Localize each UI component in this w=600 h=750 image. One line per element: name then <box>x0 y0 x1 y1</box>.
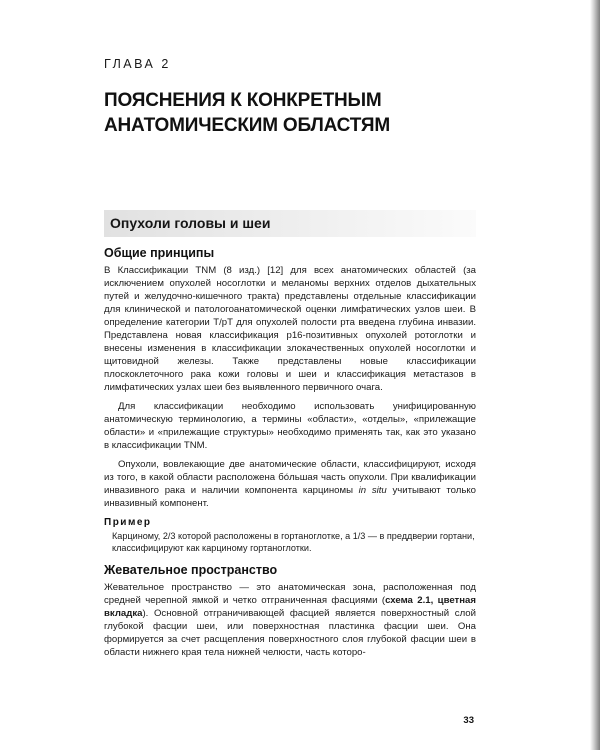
example-heading: Пример <box>104 517 152 528</box>
chapter-label: ГЛАВА 2 <box>104 57 171 71</box>
page-number: 33 <box>463 715 474 726</box>
in-situ-term: in situ <box>358 485 387 496</box>
paragraph-3-end: учитывают только инвазивный компонент. <box>104 485 476 509</box>
page-edge-shadow <box>590 0 600 750</box>
scheme-reference: схема 2.1, цветная вкладка <box>104 595 476 619</box>
chapter-title: ПОЯСНЕНИЯ К КОНКРЕТНЫМ АНАТОМИЧЕСКИМ ОБЛАСТЯМ <box>104 90 390 136</box>
paragraph-3-start: Опухоли, вовлекающие две анатомические области, классифицируют, исходя из того, в какой области расположена бóльшая часть опухоли. При квалификации инвазивного рака и наличии компонента карциномы <box>104 459 476 496</box>
masticator-text-start: Жевательное пространство — это анатомическая зона, расположенная под средней черепной ямкой и четко отграниченная фасциями ( <box>104 582 476 606</box>
masticator-space-heading: Жевательное пространство <box>104 563 278 577</box>
general-principles-heading: Общие принципы <box>104 246 215 260</box>
general-principles-paragraph-2: Для классификации необходимо использовать унифицированную анатомическую терминологию, а термины «области», «отделы», «прилежащие области» и «прилежащие структуры» необходимо применять так, как это указано в классификации TNM. <box>104 401 476 451</box>
general-principles-paragraph-1: В Классификации TNM (8 изд.) [12] для всех анатомических областей (за исключением опухолей носоглотки и меланомы верхних отделов дыхательных путей и желудочно-кишечного тракта) представлены отдельные классификации для клинической и патологоанатомической оценки лимфатических узлов шеи. В определение категории T/pT для опухолей полости рта введена глубина инвазии. Представлена новая классификация p16-позитивных опухолей ротоглотки и внесены изменения в классификации злокачественных опухолей носоглотки и щитовидной железы. Также представлены новые классификации плоскоклеточного рака кожи головы и шеи и классификация метастазов в лимфатических узлах шеи без выявленного первичного очага. <box>104 265 476 393</box>
masticator-text-end: ). Основной отграничивающей фасцией является поверхностный слой глубокой фасции шеи, или поверхностная пластинка фасции шеи. Она формируется за счет расщепления поверхностного слоя глубокой фасции шеи в области нижнего края тела нижней челюсти, часть которо- <box>104 608 476 658</box>
book-page <box>104 56 476 659</box>
example-text: Карциному, 2/3 которой расположены в гортаноглотке, а 1/3 — в преддверии гортани, классифицируют как карциному гортаноглотки. <box>112 531 475 553</box>
general-principles-paragraph-3 <box>104 458 476 510</box>
masticator-space-paragraph <box>104 581 476 659</box>
section-title: Опухоли головы и шеи <box>104 210 476 237</box>
